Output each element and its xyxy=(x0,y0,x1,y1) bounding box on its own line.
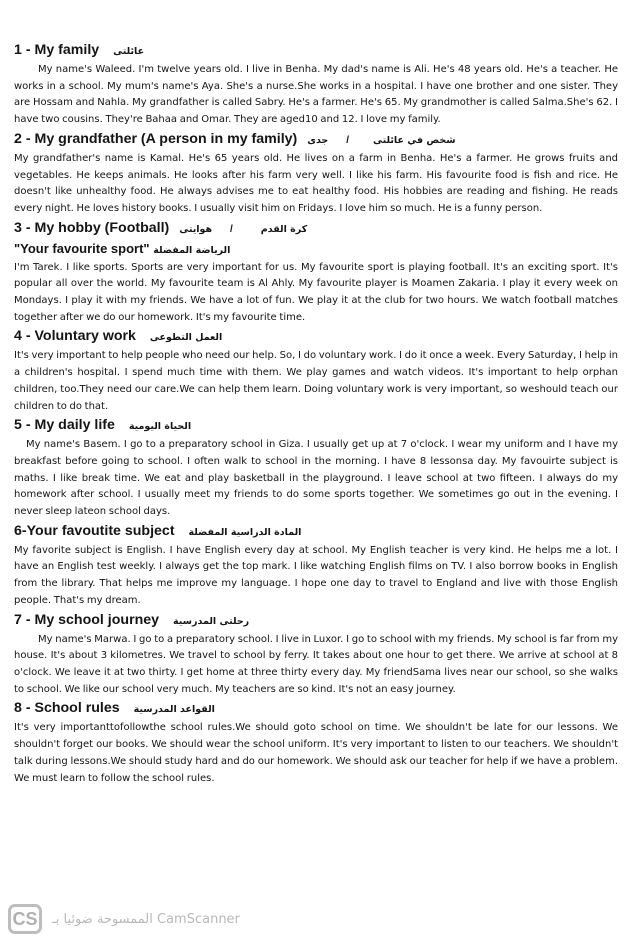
separator-slash: / xyxy=(230,223,233,235)
document-page xyxy=(14,40,618,787)
section-paragraph: It's very important to help people who need our help. So, I do voluntary work. I do it once a week. Every Saturday, I help in a children's hospital. I spend much time with them. We play games and watch videos. It's important to help orphan children, too.They need our care.We can help them learn. Doing voluntary work is very important, so weshould teach our children to do that. xyxy=(14,350,618,412)
section-my-hobby xyxy=(14,218,618,327)
separator-slash: / xyxy=(346,134,350,146)
section-daily-life xyxy=(14,415,618,521)
section-heading xyxy=(14,521,618,543)
section-title: 6-Your favoutite subject xyxy=(14,522,175,539)
camscanner-watermark xyxy=(8,902,240,936)
section-heading xyxy=(14,218,618,240)
section-school-journey xyxy=(14,610,618,699)
section-title: 4 - Voluntary work xyxy=(14,328,136,345)
section-subtitle-arabic: الرياضة المفضلة xyxy=(153,244,231,256)
section-subtitle-text: "Your favourite sport" xyxy=(14,240,150,256)
section-title-arabic: عائلتى xyxy=(113,46,145,57)
section-paragraph: My grandfather's name is Kamal. He's 65 years old. He lives on a farm in Benha. He's a farmer. He grows fruits and vegetables. He keeps animals. He looks after his farm very well. I like his farm. His favourite food is fish and rice. He doesn't like unhealthy food. He always advises me to eat healthy food. His hobbies are reading and fishing. He reads every night. He loves history books. I usually visit him on Fridays. I love him so much. He is a funny person. xyxy=(14,152,618,214)
section-heading xyxy=(14,129,618,151)
section-title-arabic: القواعد المدرسية xyxy=(133,704,215,716)
section-heading xyxy=(14,326,618,348)
section-paragraph: My name's Marwa. I go to a preparatory school. I live in Luxor. I go to school with my friends. My school is far from my house. It's about 3 kilometres. We travel to school by ferry. It takes about one hour to get there. We arrive at school at 8 o'clock. We leave it at two thirty. I get home at three thirty every day. My friendSama lives near our school, so she walks to school. We like our school very much. My teachers are so kind. It's not an easy journey. xyxy=(14,633,618,695)
section-heading xyxy=(14,415,618,437)
section-title: 7 - My school journey xyxy=(14,611,160,628)
section-paragraph: My name's Waleed. I'm twelve years old. I live in Benha. My dad's name is Ali. He's 48 years old. He's a teacher. He works in a school. My mum's name's Aya. She's a nurse.She works in a hospital. I have one brother and one sister. They are Hossam and Nahla. My grandfather is called Sabry. He's a farmer. He's 65. My grandmother is called Salma.She's 62. I have two cousins. They're Bahaa and Omar. They are aged10 and 12. I love my family. xyxy=(14,64,618,126)
section-paragraph: My name's Basem. I go to a preparatory school in Giza. I usually get up at 7 o'clock. I wear my uniform and I have my breakfast before going to school. I often walk to school in the morning. I have 8 lessonsa day. My favouirte subject is maths. I like break time. We eat and play basketball in the playground. I leave school at two fifteen. I always do my homework after school. I usually meet my friends to do some sports together. We sometimes go out in the evening. I never sleep lateon school days. xyxy=(14,439,618,518)
section-title-arabic-secondary: هوايتى xyxy=(179,223,213,235)
section-favourite-subject xyxy=(14,521,618,610)
section-heading xyxy=(14,610,618,632)
camscanner-watermark-text: الممسوحة ضوئيا بـ CamScanner xyxy=(52,911,240,927)
section-title: 5 - My daily life xyxy=(14,417,115,434)
section-title: 2 - My grandfather (A person in my family) xyxy=(14,130,298,147)
section-title-arabic: الحياة اليومية xyxy=(128,421,192,433)
section-title: 3 - My hobby (Football) xyxy=(14,219,170,236)
section-subtitle xyxy=(14,240,618,260)
section-title-arabic: المادة الدراسية المفضلة xyxy=(188,526,302,538)
section-title-arabic-secondary: جدى xyxy=(307,134,329,146)
section-paragraph: It's very importanttofollowthe school rules.We should goto school on time. We shouldn't be late for our lessons. We shouldn't forget our books. We should wear the school uniform. It's very important to listen to our teachers. We shouldn't talk during lessons.We should study hard and do our homework. We should ask our teacher for help if we have a problem. We must learn to follow the school rules. xyxy=(14,722,618,784)
section-title-arabic: كرة القدم xyxy=(260,223,308,235)
section-title: 8 - School rules xyxy=(14,700,120,717)
section-title: 1 - My family xyxy=(14,42,100,58)
section-heading xyxy=(14,40,618,62)
section-my-grandfather xyxy=(14,129,618,218)
section-paragraph: My favorite subject is English. I have English every day at school. My English teacher is very kind. He helps me a lot. I have an English test weekly. I always get the top mark. I like watching English films on TV. I also borrow books in English from the library. That helps me improve my language. I hope one day to travel to England and live with those English people. That's my dream. xyxy=(14,544,618,606)
section-title-arabic: العمل التطوعى xyxy=(149,332,223,344)
section-paragraph: I'm Tarek. I like sports. Sports are very important for us. My favourite sport is playing football. It's an exciting sport. It's popular all over the world. My favourite team is Al Ahly. My favourite player is Moamen Zakaria. I play it every week on Mondays. I play it with my friends. We have a lot of fun. We play it at the club for two hours. We watch football matches together after we do our homework. It's my favourite time. xyxy=(14,261,618,323)
section-my-family xyxy=(14,40,618,129)
section-voluntary-work xyxy=(14,326,618,415)
section-title-arabic: شخص في عائلتى xyxy=(372,134,456,146)
section-title-arabic: رحلتى المدرسية xyxy=(173,615,250,627)
camscanner-logo-icon: CS xyxy=(8,904,42,934)
section-school-rules xyxy=(14,698,618,787)
section-heading xyxy=(14,698,618,720)
